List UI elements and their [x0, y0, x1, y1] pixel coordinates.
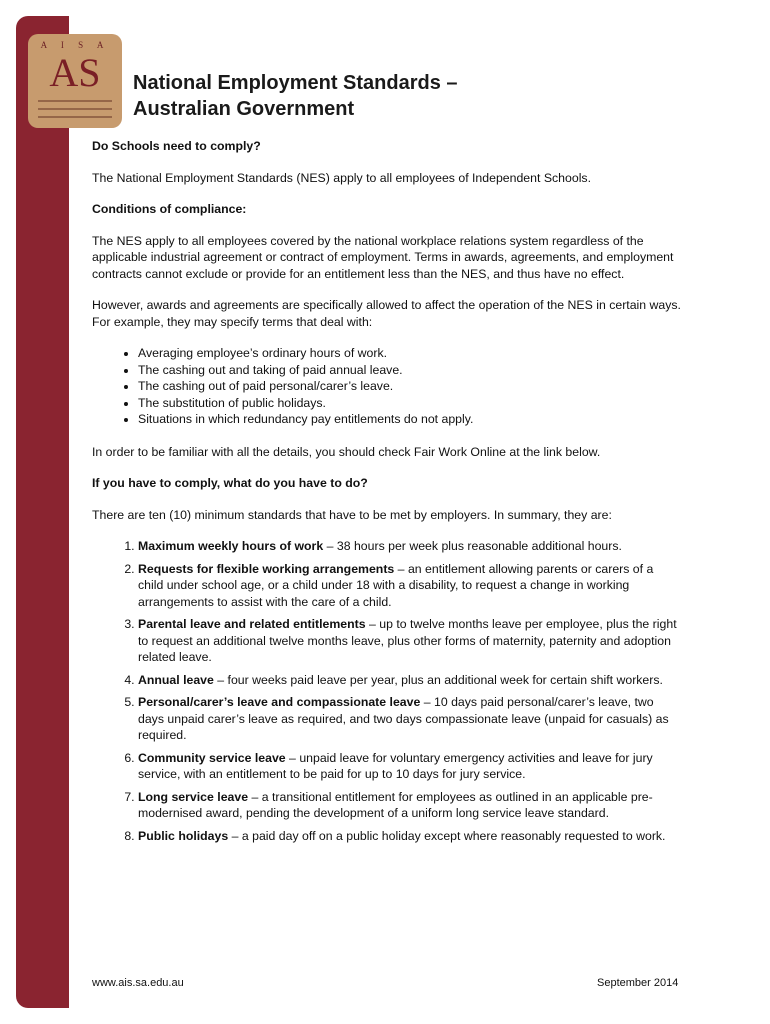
standard-term: Long service leave	[138, 789, 249, 804]
list-item	[138, 672, 682, 689]
document-body	[92, 138, 682, 850]
logo-mark: AS	[49, 50, 101, 95]
footer-date: September 2014	[597, 977, 679, 989]
list-item: • Averaging employee’s ordinary hours of work.	[138, 345, 682, 362]
logo-top-text: A I S A	[40, 40, 110, 50]
logo-description-lines	[38, 100, 112, 124]
heading-conditions: Conditions of compliance:	[92, 202, 247, 216]
list-item	[138, 538, 682, 555]
standard-term: Maximum weekly hours of work	[138, 539, 324, 553]
list-item	[138, 750, 682, 783]
terms-bullet-list	[92, 345, 682, 428]
standards-list	[92, 538, 682, 844]
list-item: • The cashing out and taking of paid annual leave.	[138, 362, 682, 379]
standard-desc: – up to twelve months leave per employee, plus the right to request an additional twelve months leave, plus other forms of maternity, paternity and adoption related leave.	[138, 617, 677, 664]
standard-desc: – 10 days paid personal/carer’s leave, two days unpaid carer’s leave as required, and two days compassionate leave (unpaid for casuals) as required.	[138, 695, 669, 742]
standard-desc: – a paid day off on a public holiday except where reasonably requested to work.	[228, 828, 666, 843]
standards-intro: There are ten (10) minimum standards that have to be met by employers. In summary, they are:	[92, 507, 612, 522]
list-item	[138, 694, 682, 744]
standard-term: Personal/carer’s leave and compassionate leave	[138, 695, 421, 709]
list-item: • The cashing out of paid personal/carer’s leave.	[138, 378, 682, 395]
standard-term: Public holidays	[138, 828, 229, 843]
side-bar-decoration	[16, 16, 69, 1008]
standard-desc: – four weeks paid leave per year, plus an additional week for certain shift workers.	[213, 672, 663, 687]
footer-url: www.ais.sa.edu.au	[92, 977, 184, 989]
title-line-2: Australian Government	[133, 98, 355, 120]
standard-term: Community service leave	[138, 750, 286, 765]
heading-what-to-do: If you have to comply, what do you have to do?	[92, 476, 368, 490]
list-item	[138, 789, 682, 822]
conditions-paragraph-2: However, awards and agreements are specifically allowed to affect the operation of the NES in certain ways. For example, they may specify terms that deal with:	[92, 298, 681, 329]
list-item	[138, 828, 682, 845]
standard-term: Parental leave and related entitlements	[138, 617, 366, 631]
nes-applies-text: The National Employment Standards (NES) apply to all employees of Independent Schools.	[92, 170, 591, 185]
standard-desc: – unpaid leave for voluntary emergency activities and leave for jury service, with an entitlement to be paid for up to 10 days for jury service.	[138, 750, 653, 781]
standard-term: Requests for flexible working arrangements	[138, 561, 395, 576]
conditions-paragraph-3: In order to be familiar with all the details, you should check Fair Work Online at the link below.	[92, 444, 601, 459]
list-item: • The substitution of public holidays.	[138, 395, 682, 412]
heading-do-schools-comply: Do Schools need to comply?	[92, 139, 261, 153]
conditions-paragraph-1: The NES apply to all employees covered by the national workplace relations system regardless of the applicable industrial agreement or contract of employment. Terms in awards, agreements, and employment contracts cannot exclude or provide for an entitlement less than the NES, and thus have no effect.	[92, 233, 674, 281]
list-item: • Situations in which redundancy pay entitlements do not apply.	[138, 411, 682, 428]
standard-desc: – a transitional entitlement for employees as outlined in an applicable pre-modernised award, pending the development of a uniform long service leave standard.	[138, 789, 653, 820]
page-title	[133, 70, 458, 122]
standard-desc: – an entitlement allowing parents or carers of a child under school age, or a child under 18 with a disability, to request a change in working arrangements to assist with the care of a child.	[138, 561, 654, 609]
standard-term: Annual leave	[138, 672, 214, 687]
aisa-logo	[28, 34, 122, 128]
list-item	[138, 561, 682, 611]
list-item	[138, 616, 682, 666]
title-line-1: National Employment Standards –	[133, 72, 458, 94]
standard-desc: – 38 hours per week plus reasonable additional hours.	[323, 539, 622, 553]
